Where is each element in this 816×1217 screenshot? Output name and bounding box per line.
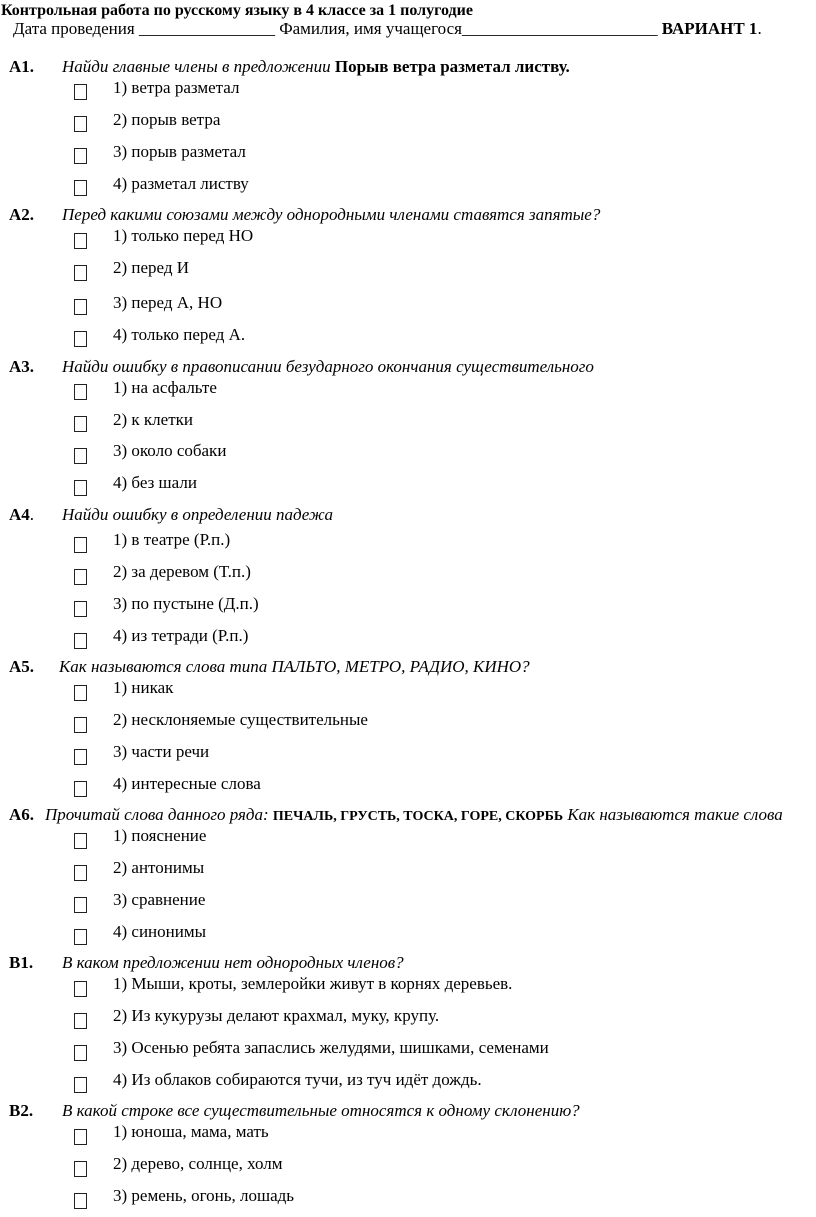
- question-text: Найди ошибку в определении падежа: [62, 505, 334, 524]
- answer-option: 2) за деревом (Т.п.): [113, 562, 251, 581]
- answer-checkbox[interactable]: [74, 331, 87, 347]
- answer-checkbox[interactable]: [74, 1013, 87, 1029]
- answer-checkbox[interactable]: [74, 148, 87, 164]
- answer-option: 1) только перед НО: [113, 226, 254, 245]
- question-number: А5.: [9, 657, 35, 676]
- question-number: А4.: [9, 505, 35, 524]
- header-line: [13, 19, 762, 39]
- answer-checkbox[interactable]: [74, 180, 87, 196]
- answer-checkbox[interactable]: [74, 749, 87, 765]
- answer-checkbox[interactable]: [74, 781, 87, 797]
- answer-option: 2) несклоняемые существительные: [113, 710, 368, 729]
- question-prompt: Прочитай слова данного ряда:: [45, 805, 269, 824]
- answer-checkbox[interactable]: [74, 833, 87, 849]
- question-text: В каком предложении нет однородных членов?: [62, 953, 404, 972]
- answer-option: 2) дерево, солнце, холм: [113, 1154, 283, 1173]
- variant-label: ВАРИАНТ 1: [661, 19, 758, 38]
- answer-option: 1) юноша, мама, мать: [113, 1122, 269, 1141]
- answer-checkbox[interactable]: [74, 1129, 87, 1145]
- date-blank: ________________: [138, 19, 275, 38]
- answer-checkbox[interactable]: [74, 1193, 87, 1209]
- answer-checkbox[interactable]: [74, 299, 87, 315]
- answer-option: 3) ремень, огонь, лошадь: [113, 1186, 295, 1205]
- question-number: В2.: [9, 1101, 34, 1120]
- answer-checkbox[interactable]: [74, 233, 87, 249]
- answer-option: 1) пояснение: [113, 826, 207, 845]
- answer-option: 2) перед И: [113, 258, 190, 277]
- answer-checkbox[interactable]: [74, 685, 87, 701]
- answer-checkbox[interactable]: [74, 633, 87, 649]
- answer-option: 4) без шали: [113, 473, 197, 492]
- answer-checkbox[interactable]: [74, 116, 87, 132]
- answer-option: 2) антонимы: [113, 858, 205, 877]
- question-prompt: Найди главные члены в предложении: [62, 57, 331, 76]
- answer-checkbox[interactable]: [74, 981, 87, 997]
- answer-option: 3) сравнение: [113, 890, 206, 909]
- question-text: Найди ошибку в правописании безударного окончания существительного: [62, 357, 594, 376]
- answer-checkbox[interactable]: [74, 265, 87, 281]
- answer-option: 3) по пустыне (Д.п.): [113, 594, 259, 613]
- question-number: А3.: [9, 357, 35, 376]
- answer-checkbox[interactable]: [74, 1077, 87, 1093]
- question-number: А1.: [9, 57, 35, 76]
- answer-option: 3) порыв разметал: [113, 142, 246, 161]
- question-number: А2.: [9, 205, 35, 224]
- question-text: Перед какими союзами между однородными членами ставятся запятые?: [62, 205, 601, 224]
- document-title: Контрольная работа по русскому языку в 4 классе за 1 полугодие: [1, 2, 473, 19]
- answer-option: 4) интересные слова: [113, 774, 261, 793]
- question-text: [62, 57, 570, 77]
- answer-checkbox[interactable]: [74, 480, 87, 496]
- question-sentence: Порыв ветра разметал листву.: [334, 57, 570, 76]
- answer-option: 4) Из облаков собираются тучи, из туч идёт дождь.: [113, 1070, 482, 1089]
- answer-option: 2) порыв ветра: [113, 110, 221, 129]
- answer-option: 1) ветра разметал: [113, 78, 240, 97]
- answer-option: 3) перед А, НО: [113, 293, 223, 312]
- answer-checkbox[interactable]: [74, 448, 87, 464]
- question-prompt-continued: Как называются такие слова: [567, 805, 783, 824]
- answer-checkbox[interactable]: [74, 897, 87, 913]
- question-text: Как называются слова типа ПАЛЬТО, МЕТРО, РАДИО, КИНО?: [59, 657, 530, 676]
- answer-option: 3) около собаки: [113, 441, 227, 460]
- answer-checkbox[interactable]: [74, 865, 87, 881]
- answer-option: 4) синонимы: [113, 922, 207, 941]
- variant-dot: .: [757, 19, 762, 38]
- answer-option: 1) Мыши, кроты, землеройки живут в корнях деревьев.: [113, 974, 513, 993]
- answer-checkbox[interactable]: [74, 569, 87, 585]
- date-label: Дата проведения: [13, 19, 135, 38]
- answer-checkbox[interactable]: [74, 537, 87, 553]
- answer-option: 2) Из кукурузы делают крахмал, муку, крупу.: [113, 1006, 440, 1025]
- answer-checkbox[interactable]: [74, 384, 87, 400]
- name-blank: _______________________: [461, 19, 658, 38]
- answer-option: 4) только перед А.: [113, 325, 246, 344]
- answer-option: 3) Осенью ребята запаслись желудями, шишками, семенами: [113, 1038, 549, 1057]
- answer-checkbox[interactable]: [74, 717, 87, 733]
- answer-checkbox[interactable]: [74, 601, 87, 617]
- answer-option: 4) разметал листву: [113, 174, 249, 193]
- answer-checkbox[interactable]: [74, 84, 87, 100]
- question-number: В1.: [9, 953, 34, 972]
- answer-option: 3) части речи: [113, 742, 210, 761]
- question-number: А6.: [9, 805, 35, 824]
- answer-checkbox[interactable]: [74, 1045, 87, 1061]
- name-label: Фамилия, имя учащегося: [279, 19, 462, 38]
- answer-checkbox[interactable]: [74, 1161, 87, 1177]
- answer-option: 1) никак: [113, 678, 174, 697]
- question-text: В какой строке все существительные относятся к одному склонению?: [62, 1101, 580, 1120]
- question-text: [45, 805, 783, 825]
- question-word-list: ПЕЧАЛЬ, ГРУСТЬ, ТОСКА, ГОРЕ, СКОРБЬ: [272, 809, 564, 824]
- answer-option: 4) из тетради (Р.п.): [113, 626, 249, 645]
- answer-option: 1) в театре (Р.п.): [113, 530, 231, 549]
- answer-checkbox[interactable]: [74, 929, 87, 945]
- answer-option: 2) к клетки: [113, 410, 193, 429]
- answer-checkbox[interactable]: [74, 416, 87, 432]
- answer-option: 1) на асфальте: [113, 378, 217, 397]
